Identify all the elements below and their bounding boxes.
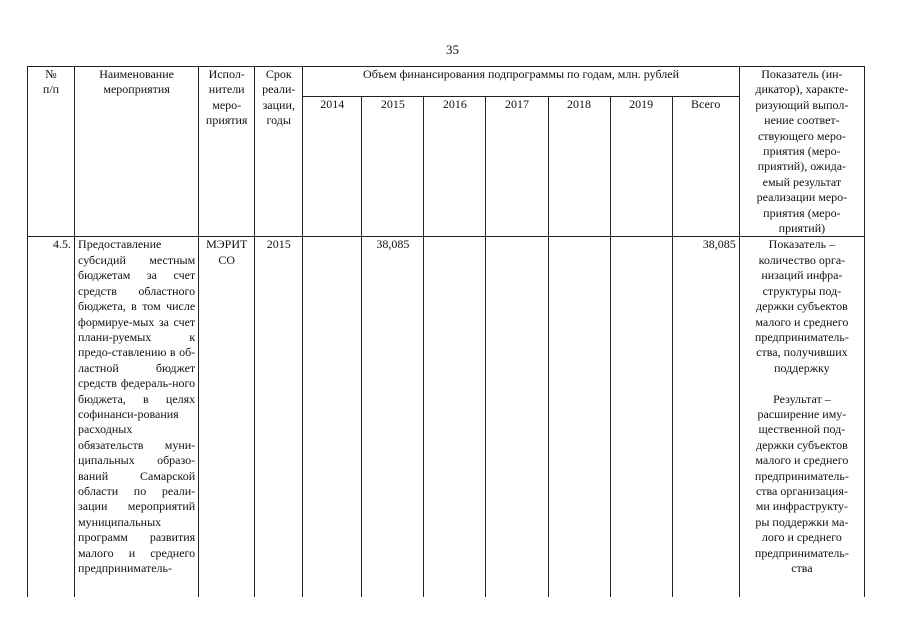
row-2017 [486, 237, 548, 598]
row-num: 4.5. [28, 237, 75, 598]
header-year: 2015 [362, 97, 424, 237]
table-row [28, 237, 865, 598]
header-row-1 [28, 67, 865, 97]
row-2018 [548, 237, 610, 598]
header-num: № п/п [28, 67, 75, 237]
row-term: 2015 [255, 237, 303, 598]
row-2019 [610, 237, 672, 598]
header-year: 2017 [486, 97, 548, 237]
row-2015: 38,085 [362, 237, 424, 598]
row-name: Предоставление субсидий местным бюджетам за счет средств областного бюджета, в том числе формируе-мых за счет плани-руемых к предо-ставлению в об-ластной бюджет средств федераль-ного бюджета, в целях софинанси-рования расходных обязательств муни-ципальных образо-ваний Самарской области по реали-зации мероприятий муниципальных программ развития малого и среднего предприниматель- [75, 237, 199, 598]
page-number: 35 [446, 42, 459, 57]
header-year: 2018 [548, 97, 610, 237]
row-2014 [303, 237, 362, 598]
header-executors: Испол- нители меро- приятия [199, 67, 255, 237]
header-year: 2019 [610, 97, 672, 237]
row-indicator: Показатель – количество орга- низаций инфра- структуры под- держки субъектов малого и среднего предприниматель- ства, получивших поддержку Результат – расширение иму- щественной под- держки субъектов малого и среднего предприниматель- ства организация- ми инфраструкту- ры поддержки ма- лого и среднего предприниматель- ства [739, 237, 864, 598]
header-year: 2014 [303, 97, 362, 237]
header-indicator: Показатель (ин- дикатор), характе- ризующий выпол- нение соответ- ствующего меро- приятия (меро- приятий), ожида- емый результат реализации меро- приятия (меро- приятий) [739, 67, 864, 237]
row-2016 [424, 237, 486, 598]
header-total: Всего [672, 97, 739, 237]
row-executor: МЭРИТ СО [199, 237, 255, 598]
header-term: Срок реали- зации, годы [255, 67, 303, 237]
header-name: Наименование мероприятия [75, 67, 199, 237]
program-table [27, 66, 865, 597]
header-year: 2016 [424, 97, 486, 237]
row-total: 38,085 [672, 237, 739, 598]
header-financing: Объем финансирования подпрограммы по годам, млн. рублей [303, 67, 740, 97]
